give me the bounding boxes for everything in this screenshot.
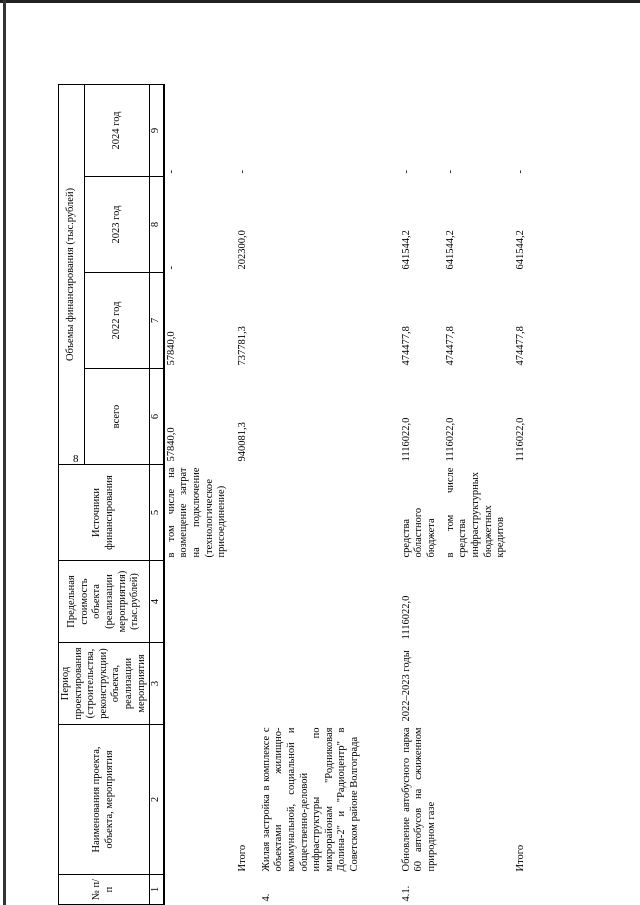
table-row — [260, 84, 400, 904]
row-2022: 737781,3 — [236, 326, 248, 366]
table-row — [514, 84, 538, 904]
row-2024 — [260, 84, 400, 176]
row-2023: 641544,2 — [400, 230, 412, 270]
col-number: 1 — [150, 875, 164, 905]
row-2022 — [260, 273, 400, 369]
row-2024: - — [514, 170, 526, 174]
row-2024: - — [236, 170, 248, 174]
col-number: 3 — [150, 643, 164, 725]
row-total — [260, 369, 400, 465]
col-number: 2 — [150, 725, 164, 875]
row-2022: 474477,8 — [444, 326, 456, 366]
row-name: Жилая застройка в комплексе с объектами жилищно-коммунальной, социальной и общественно-деловой инфраструктуры по микрорайонам "Родниковая Долина-2" и "Радиоцентр" в Советском районе Волгограда — [260, 727, 360, 872]
row-2023 — [260, 177, 400, 273]
row-number — [444, 875, 514, 905]
row-period — [260, 643, 400, 725]
row-2024: - — [165, 170, 177, 174]
row-name — [444, 725, 514, 875]
row-number — [164, 875, 236, 905]
row-total: 1116022,0 — [400, 417, 412, 462]
scan-top-border — [0, 0, 640, 3]
row-period — [164, 643, 236, 725]
header-col5: Источники финансирования — [59, 465, 150, 561]
row-period: 2022–2023 годы — [400, 650, 412, 722]
row-source — [260, 465, 400, 561]
header-col1: № п/п — [59, 875, 150, 905]
col-number: 6 — [150, 369, 164, 465]
row-number — [514, 875, 538, 905]
row-2022: 474477,8 — [514, 326, 526, 366]
row-total: 1116022,0 — [514, 417, 526, 462]
col-number: 4 — [150, 561, 164, 643]
rotated-page — [58, 55, 618, 905]
row-number — [236, 875, 260, 905]
row-2023: 202300,0 — [236, 230, 248, 270]
header-col9: 2024 год — [85, 84, 150, 176]
row-cost — [444, 561, 514, 643]
col-number: 5 — [150, 465, 164, 561]
header-col2: Наименования проекта, объекта, мероприятия — [59, 725, 150, 875]
row-name: Обновление автобусного парка 60 автобусов на сжиженном природном газе — [400, 727, 437, 872]
col-number: 8 — [150, 177, 164, 273]
row-2024: - — [444, 170, 456, 174]
row-cost — [236, 561, 260, 643]
col-number: 9 — [150, 84, 164, 176]
row-total: 1116022,0 — [444, 417, 456, 462]
row-total: 57840,0 — [165, 427, 177, 462]
row-source: в том числе на возмещение затрат на подключение (технологическое присоединение) — [165, 467, 228, 558]
row-period — [236, 643, 260, 725]
column-number-row — [150, 84, 164, 904]
row-2024: - — [400, 170, 412, 174]
row-name: Итого — [514, 844, 526, 872]
row-number: 4. — [260, 893, 272, 902]
header-col4: Предельная стоимость объекта (реализации мероприятия) (тыс.рублей) — [59, 561, 150, 643]
row-2022: 474477,8 — [400, 326, 412, 366]
scan-left-border — [3, 0, 6, 905]
row-source — [514, 465, 538, 561]
row-2023: 641544,2 — [444, 230, 456, 270]
financing-table — [58, 84, 538, 905]
table-row — [444, 84, 514, 904]
table-row — [164, 84, 236, 904]
row-total: 940081,3 — [236, 422, 248, 462]
row-cost — [514, 561, 538, 643]
row-number: 4.1. — [400, 885, 412, 902]
row-period — [514, 643, 538, 725]
row-cost — [164, 561, 236, 643]
row-2023: 641544,2 — [514, 230, 526, 270]
row-2023: - — [165, 266, 177, 270]
header-financing-group: Объемы финансирования (тыс.рублей) — [59, 84, 85, 464]
row-name — [164, 725, 236, 875]
table-row — [400, 84, 444, 904]
header-col7: 2022 год — [85, 273, 150, 369]
page-number: 8 — [73, 453, 79, 465]
row-cost — [260, 561, 400, 643]
row-source: средства областного бюджета — [400, 507, 437, 558]
col-number: 7 — [150, 273, 164, 369]
row-cost: 1116022,0 — [400, 595, 412, 640]
row-name: Итого — [236, 844, 248, 872]
header-col8: 2023 год — [85, 177, 150, 273]
row-source: в том числе средства инфраструктурных бюджетных кредитов — [444, 467, 507, 558]
row-period — [444, 643, 514, 725]
row-source — [236, 465, 260, 561]
row-2022: 57840,0 — [165, 331, 177, 366]
header-col3: Период проектирования (строительства, реконструкции) объекта, реализации мероприятия — [59, 643, 150, 725]
table-row — [236, 84, 260, 904]
header-col6: всего — [85, 369, 150, 465]
header-row-1 — [59, 84, 85, 904]
